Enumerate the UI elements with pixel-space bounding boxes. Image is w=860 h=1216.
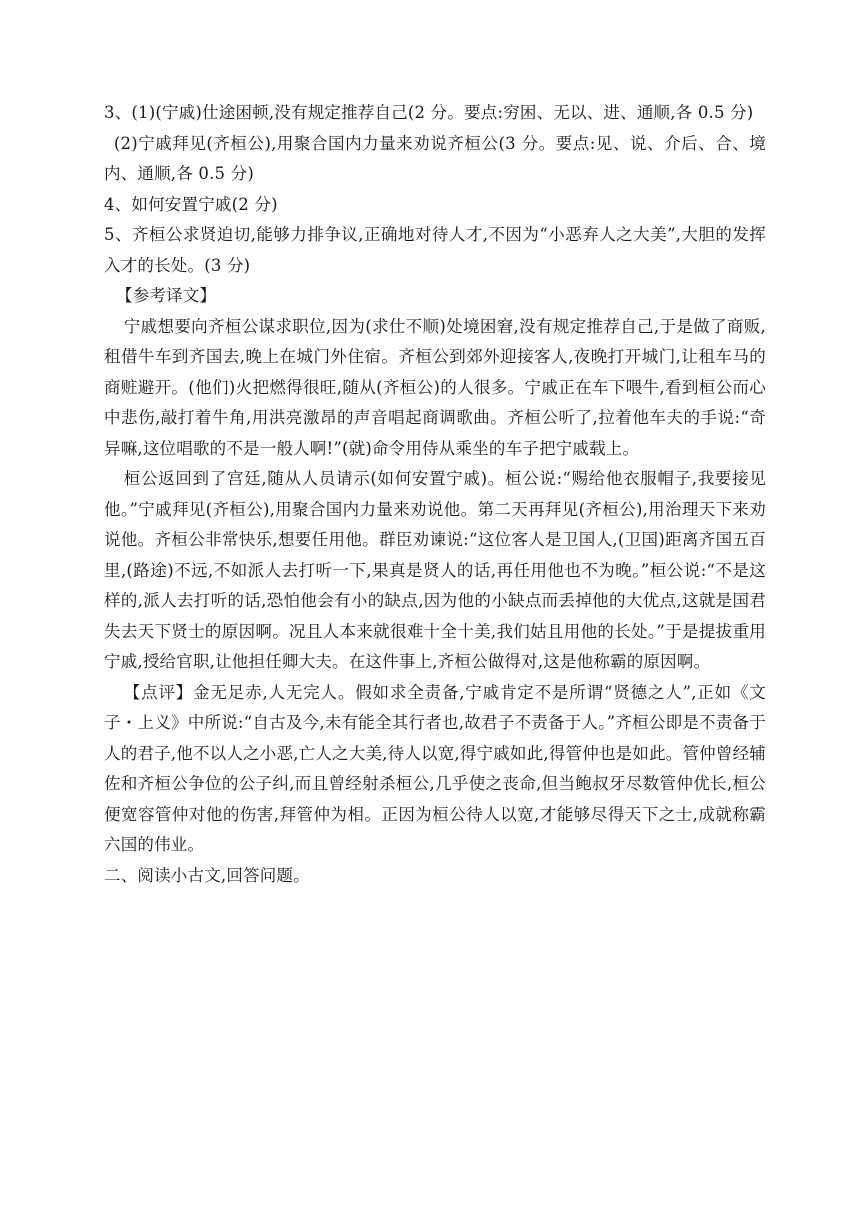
translation-paragraph-1: 宁戚想要向齐桓公谋求职位,因为(求仕不顺)处境困窘,没有规定推荐自己,于是做了商贩,租借牛车到齐国去,晚上在城门外住宿。齐桓公到郊外迎接客人,夜晚打开城门,让租车马的商赃避开。(他们)火把燃得很旺,随从(齐桓公)的人很多。宁戚正在车下喂牛,看到桓公而心中悲伤,敲打着牛角,用洪亮激昂的声音唱起商调歌曲。齐桓公听了,拉着他车夫的手说:“奇异嘛,这位唱歌的不是一般人啊!”(就)命令用侍从乘坐的车子把宁戚载上。: [104, 316, 766, 458]
answer-3-1: 3、(1)(宁戚)仕途困顿,没有规定推荐自己(2 分。要点:穷困、无以、进、通顺,各 0.5 分): [104, 103, 754, 122]
answer-3-2: (2)宁戚拜见(齐桓公),用聚合国内力量来劝说齐桓公(3 分。要点:见、说、介后、合、境内、通顺,各 0.5 分): [104, 133, 766, 183]
answer-4: 4、如何安置宁戚(2 分): [104, 194, 278, 214]
document-page: [104, 98, 766, 891]
answer-5: 5、齐桓公求贤迫切,能够力排争议,正确地对待人才,不因为“小恶弃人之大美”,大胆的发挥入才的长处。(3 分): [104, 225, 766, 275]
section-2-heading: 二、阅读小古文,回答问题。: [104, 865, 310, 885]
translation-paragraph-2: 桓公返回到了宫廷,随从人员请示(如何安置宁戚)。桓公说:“赐给他衣服帽子,我要接见他。”宁戚拜见(齐桓公),用聚合国内力量来劝说他。第二天再拜见(齐桓公),用治理天下来劝说他。齐桓公非常快乐,想要任用他。群臣劝谏说:“这位客人是卫国人,(卫国)距离齐国五百里,(路途)不远,不如派人去打听一下,果真是贤人的话,再任用他也不为晚。”桓公说:“不是这样的,派人去打听的话,恐怕他会有小的缺点,因为他的小缺点而丢掉他的大优点,这就是国君失去天下贤士的原因啊。况且人本来就很难十全十美,我们姑且用他的长处。”于是提拔重用宁戚,授给官职,让他担任卿大夫。在这件事上,齐桓公做得对,这是他称霸的原因啊。: [104, 469, 766, 671]
translation-heading: 【参考译文】: [116, 286, 217, 305]
comment-paragraph: 【点评】金无足赤,人无完人。假如求全责备,宁戚肯定不是所谓“贤德之人”,正如《文子・上义》中所说:“自古及今,未有能全其行者也,故君子不责备于人。”齐桓公即是不责备于人的君子,他不以人之小恶,亡人之大美,待人以宽,得宁戚如此,得管仲也是如此。管仲曾经辅佐和齐桓公争位的公子纠,而且曾经射杀桓公,几乎使之丧命,但当鲍叔牙尽数管仲优长,桓公便宽容管仲对他的伤害,拜管仲为相。正因为桓公待人以宽,才能够尽得天下之士,成就称霸六国的伟业。: [104, 682, 766, 854]
